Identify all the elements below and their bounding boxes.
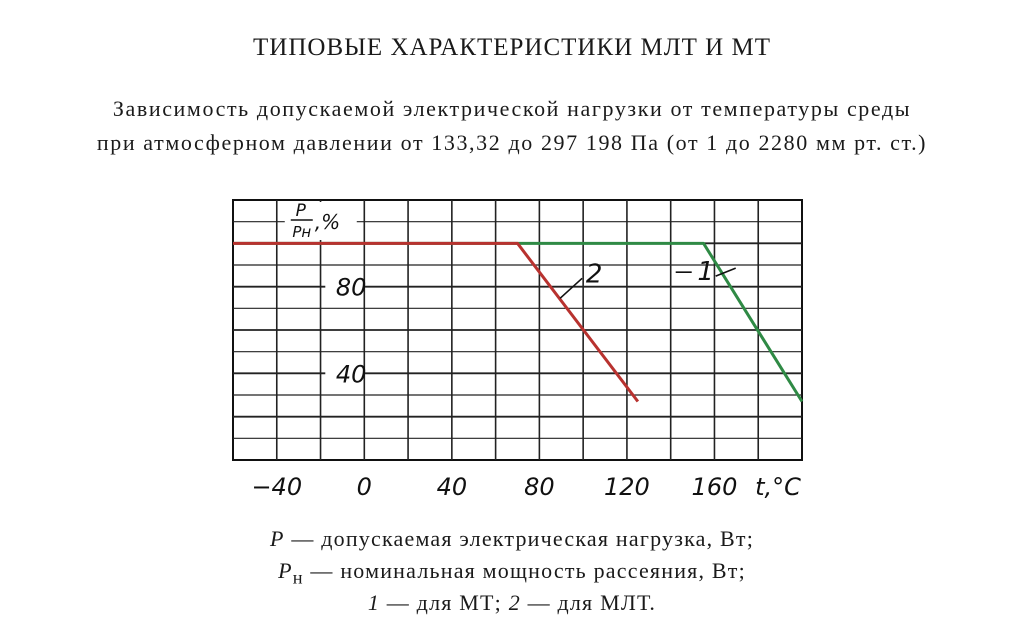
caption-text-3b: — для МЛТ. [520,590,657,615]
series-label-2: 2 [585,259,603,290]
y-tick-label: 40 [335,360,367,389]
page-title: ТИПОВЫЕ ХАРАКТЕРИСТИКИ МЛТ И МТ [253,34,771,61]
chart-series [233,243,802,401]
series-line-1 [233,243,802,401]
x-tick-label: 40 [436,473,468,501]
x-tick-label: −40 [251,473,303,501]
caption-symbol-p: P [269,526,285,551]
subtitle-line-1: Зависимость допускаемой электрической нагрузки от температуры среды [112,96,912,121]
y-tick-label: 80 [335,273,367,302]
caption-line-1 [0,526,1024,552]
caption-line-3 [0,590,1024,616]
caption-line-2 [0,558,1024,588]
y-axis-label-denominator: Pн [292,223,312,241]
subtitle-line-2: при атмосферном давлении от 133,32 до 297 198 Па (от 1 до 2280 мм рт. ст.) [96,130,928,155]
chart-ticks [251,273,737,501]
x-tick-label: 80 [524,473,555,501]
series-label-leader-2 [560,278,582,298]
chart-axis-labels [285,201,801,501]
caption-symbol-pn: P [278,558,293,583]
x-tick-label: 120 [604,473,650,501]
caption-text-3a: — для МТ; [380,590,509,615]
y-axis-label-unit: ,% [314,210,341,234]
series-line-2 [233,243,638,401]
caption-text-2: — номинальная мощность рассеяния, Вт; [303,558,746,583]
caption-num-2: 2 [508,590,521,615]
series-label-1: 1 [697,257,714,288]
y-axis-label-numerator: P [295,201,306,221]
x-tick-label: 0 [356,473,372,501]
caption-symbol-pn-sub: н [292,567,304,588]
x-axis-label: t,°C [755,473,801,501]
caption-num-1: 1 [367,590,381,615]
caption-text-1: — допускаемая электрическая нагрузка, Вт; [284,526,755,551]
x-tick-label: 160 [691,473,738,501]
